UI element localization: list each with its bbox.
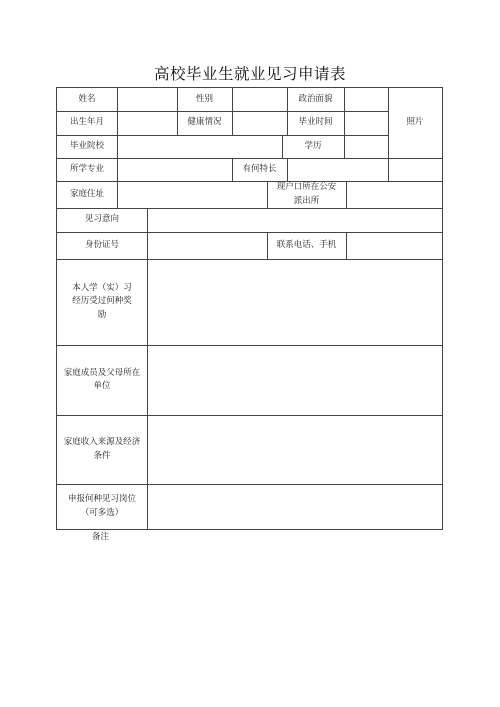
major-value[interactable]: [118, 158, 232, 181]
birth-value[interactable]: [118, 111, 177, 135]
experience-value[interactable]: [148, 259, 442, 345]
gender-label: 性别: [195, 93, 213, 104]
graduation-time-label: 毕业时间: [298, 117, 333, 128]
school-value[interactable]: [118, 135, 282, 158]
political-status-label: 政治面貌: [298, 93, 333, 104]
birth-label: 出生年月: [69, 117, 104, 128]
income-label: 家庭收入来源及经济条件: [63, 437, 141, 461]
phone-label: 联系电话、手机: [276, 239, 337, 250]
remark-label: 备注: [92, 532, 110, 542]
phone-value[interactable]: [347, 232, 442, 259]
police-station-value[interactable]: [347, 181, 442, 208]
application-form: [56, 87, 443, 530]
family-value[interactable]: [148, 345, 442, 415]
graduation-time-value[interactable]: [345, 111, 388, 135]
education-value[interactable]: [345, 135, 388, 158]
income-value[interactable]: [148, 415, 442, 484]
position-label: 申报何种见习岗位（可多选）: [67, 494, 136, 518]
education-label: 学历: [304, 140, 322, 151]
address-value[interactable]: [118, 181, 267, 208]
political-status-value[interactable]: [345, 88, 388, 111]
gender-value[interactable]: [233, 88, 287, 111]
intention-label: 见习意向: [84, 214, 119, 225]
photo-label: 照片: [406, 117, 424, 128]
page-title: 高校毕业生就业见习申请表: [153, 65, 346, 83]
specialty-label: 有何特长: [242, 163, 277, 174]
police-station-label: 现户口所在公安派出所: [276, 182, 337, 206]
school-label: 毕业院校: [69, 140, 104, 151]
family-label: 家庭成员及父母所在单位: [63, 367, 141, 391]
name-label: 姓名: [78, 93, 96, 104]
major-label: 所学专业: [69, 163, 104, 174]
experience-label: 本人学（实）习经历受过何种奖励: [72, 283, 132, 320]
name-value[interactable]: [118, 88, 177, 111]
health-value[interactable]: [233, 111, 287, 135]
specialty-value[interactable]: [288, 158, 442, 181]
health-label: 健康情况: [187, 117, 222, 128]
id-value[interactable]: [148, 232, 267, 259]
id-label: 身份证号: [84, 239, 119, 250]
position-value[interactable]: [148, 484, 442, 529]
intention-value[interactable]: [148, 208, 442, 232]
address-label: 家庭住址: [69, 188, 104, 199]
